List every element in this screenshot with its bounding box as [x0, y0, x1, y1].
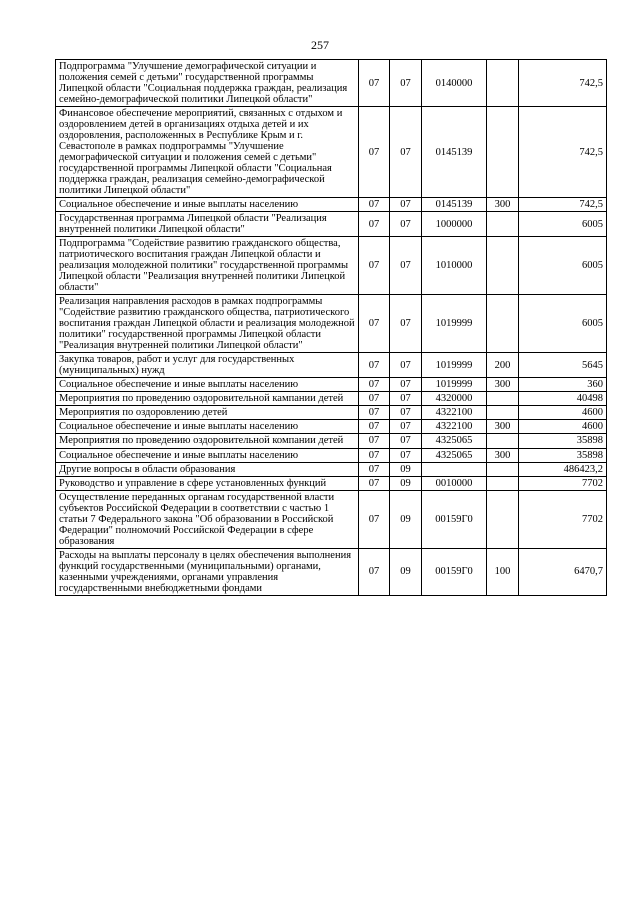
- amount-cell: 40498: [519, 392, 607, 406]
- expense-type-code-cell: [487, 406, 519, 420]
- row-name-cell: Закупка товаров, работ и услуг для государственных (муниципальных) нужд: [56, 353, 359, 378]
- amount-cell: 742,5: [519, 60, 607, 107]
- table-row: [56, 295, 607, 353]
- section-code-cell: 07: [359, 353, 390, 378]
- section-code-cell: 07: [359, 476, 390, 490]
- expense-type-code-cell: 300: [487, 420, 519, 434]
- subsection-code-cell: 09: [390, 490, 422, 548]
- row-name-cell: Мероприятия по оздоровлению детей: [56, 406, 359, 420]
- amount-cell: 35898: [519, 434, 607, 448]
- subsection-code-cell: 07: [390, 448, 422, 462]
- amount-cell: 486423,2: [519, 462, 607, 476]
- row-name-cell: Мероприятия по проведению оздоровительной кампании детей: [56, 392, 359, 406]
- expense-type-code-cell: [487, 237, 519, 295]
- table-row: [56, 107, 607, 198]
- row-name-cell: Другие вопросы в области образования: [56, 462, 359, 476]
- budget-table-body: [56, 60, 607, 596]
- subsection-code-cell: 07: [390, 107, 422, 198]
- subsection-code-cell: 07: [390, 392, 422, 406]
- table-row: [56, 198, 607, 212]
- section-code-cell: 07: [359, 392, 390, 406]
- amount-cell: 6470,7: [519, 548, 607, 595]
- row-name-cell: Социальное обеспечение и иные выплаты населению: [56, 420, 359, 434]
- expense-type-code-cell: 200: [487, 353, 519, 378]
- section-code-cell: 07: [359, 237, 390, 295]
- target-item-code-cell: [422, 462, 487, 476]
- table-row: [56, 476, 607, 490]
- table-row: [56, 406, 607, 420]
- target-item-code-cell: 0145139: [422, 198, 487, 212]
- subsection-code-cell: 07: [390, 378, 422, 392]
- subsection-code-cell: 07: [390, 434, 422, 448]
- target-item-code-cell: 0145139: [422, 107, 487, 198]
- section-code-cell: 07: [359, 107, 390, 198]
- subsection-code-cell: 07: [390, 198, 422, 212]
- subsection-code-cell: 07: [390, 353, 422, 378]
- subsection-code-cell: 07: [390, 295, 422, 353]
- expense-type-code-cell: 300: [487, 378, 519, 392]
- subsection-code-cell: 07: [390, 237, 422, 295]
- target-item-code-cell: 1019999: [422, 353, 487, 378]
- section-code-cell: 07: [359, 490, 390, 548]
- target-item-code-cell: 4322100: [422, 420, 487, 434]
- section-code-cell: 07: [359, 198, 390, 212]
- section-code-cell: 07: [359, 212, 390, 237]
- target-item-code-cell: 1019999: [422, 295, 487, 353]
- target-item-code-cell: 1019999: [422, 378, 487, 392]
- expense-type-code-cell: [487, 462, 519, 476]
- target-item-code-cell: 4325065: [422, 448, 487, 462]
- expense-type-code-cell: 100: [487, 548, 519, 595]
- expense-type-code-cell: 300: [487, 448, 519, 462]
- expense-type-code-cell: [487, 212, 519, 237]
- section-code-cell: 07: [359, 60, 390, 107]
- amount-cell: 742,5: [519, 198, 607, 212]
- target-item-code-cell: 00159Г0: [422, 548, 487, 595]
- expense-type-code-cell: [487, 392, 519, 406]
- row-name-cell: Подпрограмма "Улучшение демографической ситуации и положения семей с детьми" государственной программы Липецкой области "Социальная поддержка граждан, реализация семейно-демографической политики Липецкой области": [56, 60, 359, 107]
- row-name-cell: Социальное обеспечение и иные выплаты населению: [56, 448, 359, 462]
- section-code-cell: 07: [359, 295, 390, 353]
- subsection-code-cell: 07: [390, 212, 422, 237]
- table-row: [56, 353, 607, 378]
- row-name-cell: Реализация направления расходов в рамках подпрограммы "Содействие развитию гражданского общества, патриотического воспитания граждан Липецкой области и реализация молодежной политики" государственной программы Липецкой области "Реализация внутренней политики Липецкой области": [56, 295, 359, 353]
- subsection-code-cell: 07: [390, 60, 422, 107]
- row-name-cell: Социальное обеспечение и иные выплаты населению: [56, 378, 359, 392]
- amount-cell: 742,5: [519, 107, 607, 198]
- amount-cell: 360: [519, 378, 607, 392]
- row-name-cell: Осуществление переданных органам государственной власти субъектов Российской Федерации в соответствии с частью 1 статьи 7 Федерального закона "Об образовании в Российской Федерации" полномочий Российской Федерации в сфере образования: [56, 490, 359, 548]
- section-code-cell: 07: [359, 406, 390, 420]
- amount-cell: 6005: [519, 212, 607, 237]
- amount-cell: 35898: [519, 448, 607, 462]
- subsection-code-cell: 07: [390, 406, 422, 420]
- subsection-code-cell: 09: [390, 548, 422, 595]
- section-code-cell: 07: [359, 420, 390, 434]
- section-code-cell: 07: [359, 448, 390, 462]
- amount-cell: 6005: [519, 237, 607, 295]
- amount-cell: 6005: [519, 295, 607, 353]
- amount-cell: 7702: [519, 490, 607, 548]
- expense-type-code-cell: [487, 434, 519, 448]
- row-name-cell: Социальное обеспечение и иные выплаты населению: [56, 198, 359, 212]
- table-row: [56, 448, 607, 462]
- table-row: [56, 237, 607, 295]
- row-name-cell: Руководство и управление в сфере установленных функций: [56, 476, 359, 490]
- table-row: [56, 434, 607, 448]
- table-row: [56, 392, 607, 406]
- subsection-code-cell: 07: [390, 420, 422, 434]
- target-item-code-cell: 0010000: [422, 476, 487, 490]
- expense-type-code-cell: [487, 107, 519, 198]
- table-row: [56, 490, 607, 548]
- amount-cell: 4600: [519, 420, 607, 434]
- target-item-code-cell: 1010000: [422, 237, 487, 295]
- table-row: [56, 378, 607, 392]
- table-row: [56, 548, 607, 595]
- target-item-code-cell: 1000000: [422, 212, 487, 237]
- row-name-cell: Подпрограмма "Содействие развитию гражданского общества, патриотического воспитания граждан Липецкой области и реализация молодежной политики" государственной программы Липецкой области "Реализация внутренней политики Липецкой области": [56, 237, 359, 295]
- table-row: [56, 462, 607, 476]
- row-name-cell: Мероприятия по проведению оздоровительной компании детей: [56, 434, 359, 448]
- row-name-cell: Государственная программа Липецкой области "Реализация внутренней политики Липецкой области": [56, 212, 359, 237]
- amount-cell: 5645: [519, 353, 607, 378]
- row-name-cell: Финансовое обеспечение мероприятий, связанных с отдыхом и оздоровлением детей в организациях отдыха детей и их оздоровления, расположенных в Республике Крым и г. Севастополе в рамках подпрограммы "Улучшение демографической ситуации и положения семей с детьми" государственной программы Липецкой области "Социальная поддержка граждан, реализация семейно-демографической политики Липецкой области": [56, 107, 359, 198]
- subsection-code-cell: 09: [390, 476, 422, 490]
- row-name-cell: Расходы на выплаты персоналу в целях обеспечения выполнения функций государственными (муниципальными) органами, казенными учреждениями, органами управления государственными внебюджетными фондами: [56, 548, 359, 595]
- expense-type-code-cell: [487, 60, 519, 107]
- target-item-code-cell: 4320000: [422, 392, 487, 406]
- target-item-code-cell: 4325065: [422, 434, 487, 448]
- target-item-code-cell: 0140000: [422, 60, 487, 107]
- subsection-code-cell: 09: [390, 462, 422, 476]
- table-row: [56, 60, 607, 107]
- amount-cell: 4600: [519, 406, 607, 420]
- section-code-cell: 07: [359, 548, 390, 595]
- expense-type-code-cell: 300: [487, 198, 519, 212]
- section-code-cell: 07: [359, 434, 390, 448]
- section-code-cell: 07: [359, 462, 390, 476]
- section-code-cell: 07: [359, 378, 390, 392]
- expense-type-code-cell: [487, 476, 519, 490]
- budget-table: [55, 59, 607, 596]
- expense-type-code-cell: [487, 490, 519, 548]
- table-row: [56, 212, 607, 237]
- target-item-code-cell: 4322100: [422, 406, 487, 420]
- target-item-code-cell: 00159Г0: [422, 490, 487, 548]
- expense-type-code-cell: [487, 295, 519, 353]
- amount-cell: 7702: [519, 476, 607, 490]
- page-number: 257: [311, 38, 329, 52]
- table-row: [56, 420, 607, 434]
